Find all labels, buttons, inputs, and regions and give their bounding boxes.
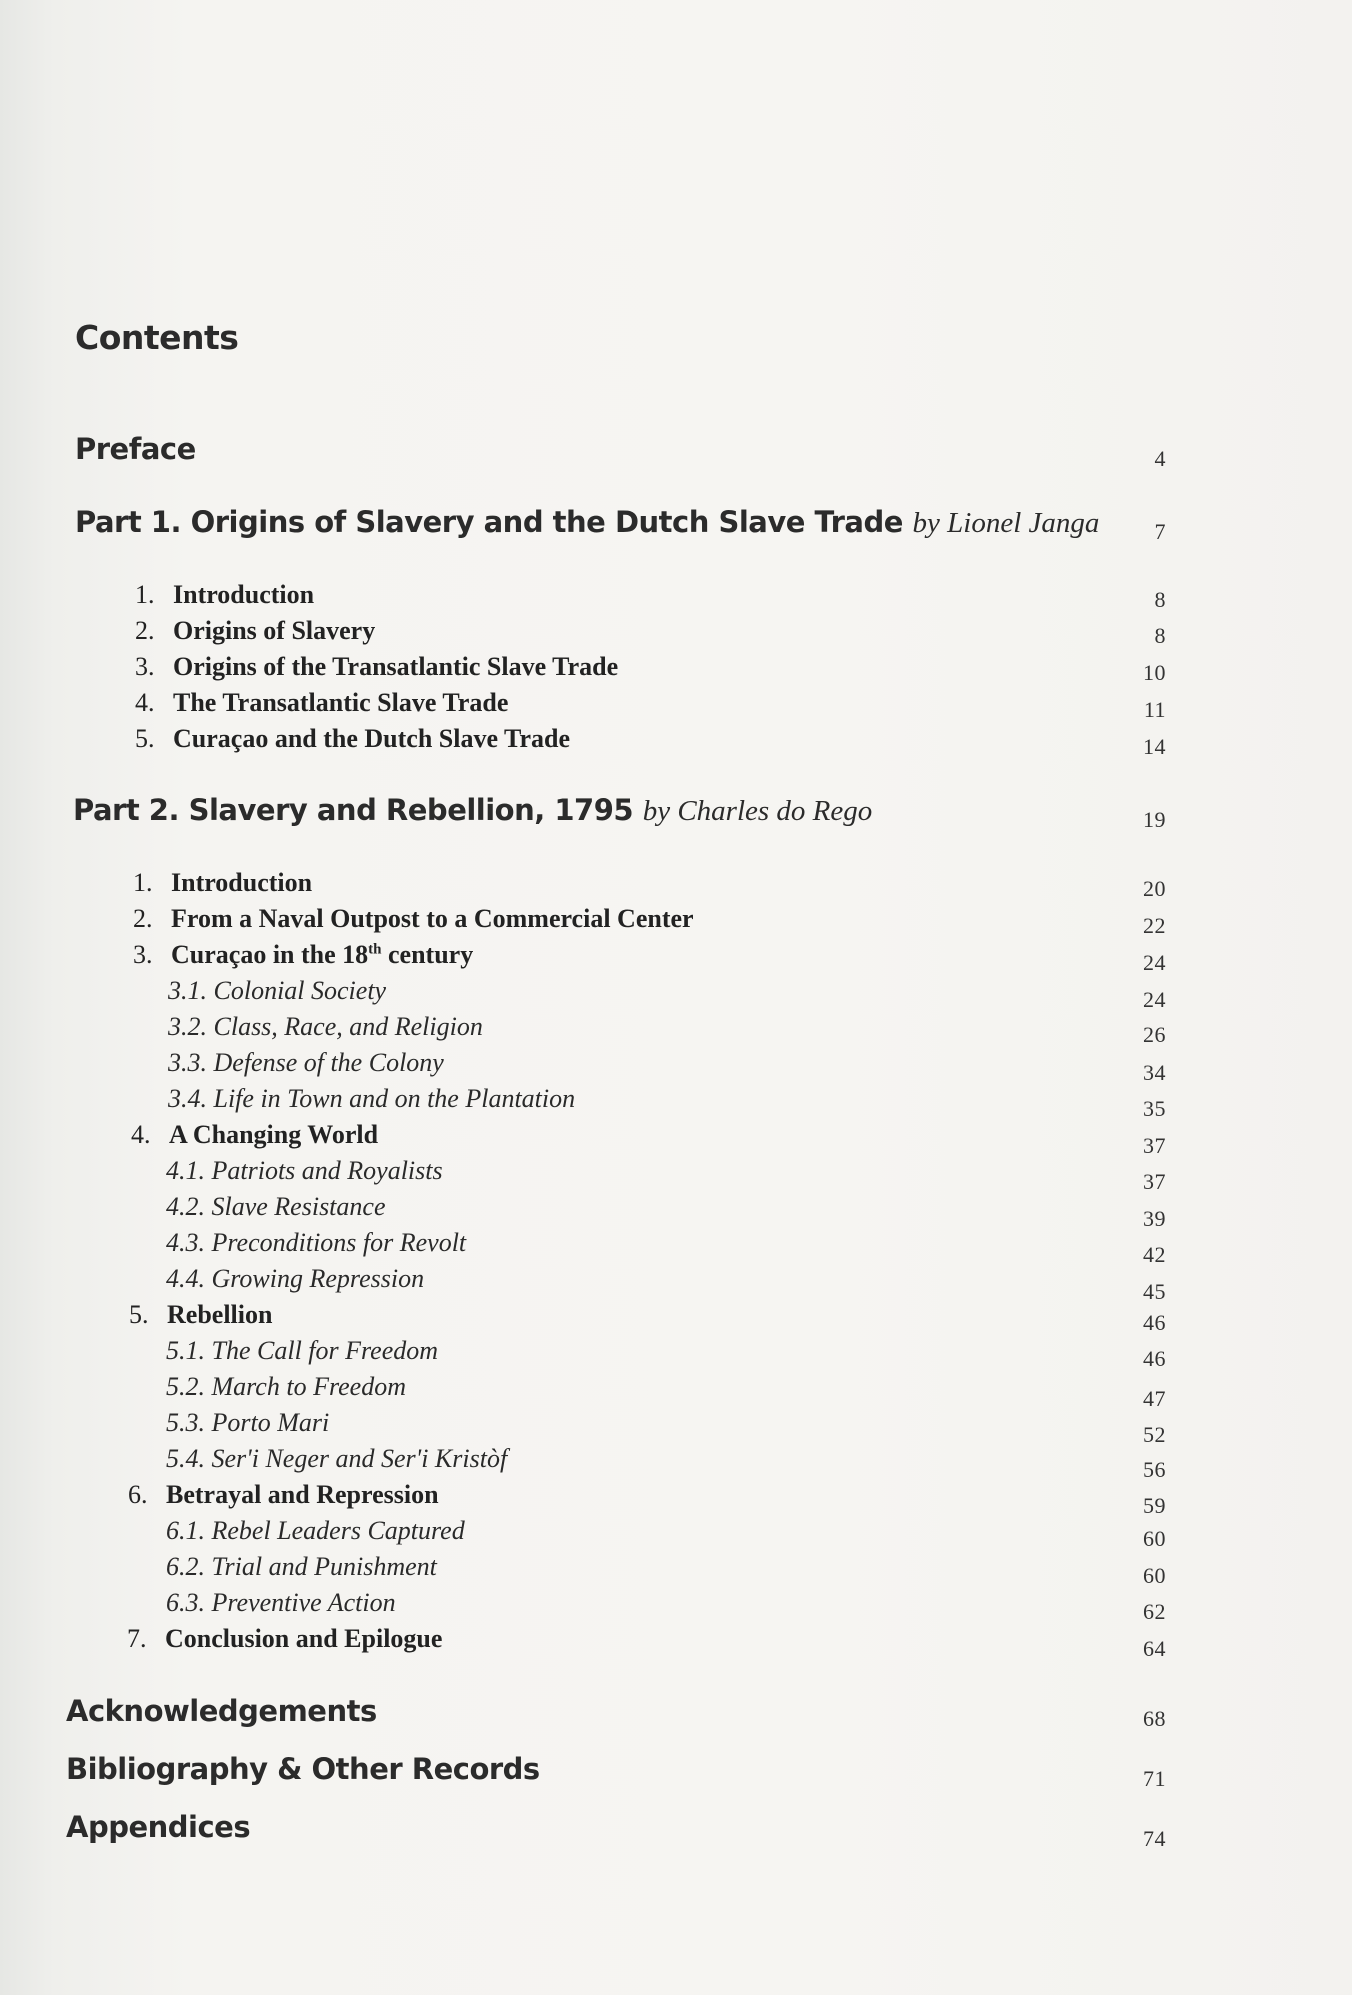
chapter-title: The Transatlantic Slave Trade xyxy=(173,688,509,717)
subsection-title: Slave Resistance xyxy=(211,1192,386,1221)
toc-page-number: 8 xyxy=(1154,623,1166,648)
subsection-number: 6.1. xyxy=(166,1516,205,1545)
subsection-title: Preventive Action xyxy=(211,1588,396,1617)
subsection-title: March to Freedom xyxy=(211,1372,406,1401)
toc-page-number: 71 xyxy=(1143,1766,1166,1791)
toc-page-number: 20 xyxy=(1143,876,1166,901)
toc-entry-label: Bibliography & Other Records xyxy=(66,1752,540,1786)
chapter-number: 3. xyxy=(133,940,153,969)
chapter-title: Curaçao and the Dutch Slave Trade xyxy=(173,724,570,753)
chapter-number: 4. xyxy=(131,1120,151,1149)
ordinal-suffix: th xyxy=(368,941,382,958)
subsection-number: 3.2. xyxy=(168,1012,207,1041)
subsection-number: 3.1. xyxy=(168,976,207,1005)
toc-page-number: 60 xyxy=(1143,1563,1166,1588)
toc-page-number: 56 xyxy=(1143,1457,1166,1482)
chapter-title: Rebellion xyxy=(167,1300,273,1329)
chapter-title: A Changing World xyxy=(169,1120,379,1149)
toc-page-number: 19 xyxy=(1143,807,1166,832)
toc-page-number: 52 xyxy=(1143,1422,1166,1447)
subsection-title: Ser'i Neger and Ser'i Kristòf xyxy=(211,1444,508,1473)
toc-entry-label: Acknowledgements xyxy=(66,1694,377,1728)
toc-page-number: 24 xyxy=(1143,987,1166,1012)
subsection-title: Defense of the Colony xyxy=(213,1048,444,1077)
subsection-title: Preconditions for Revolt xyxy=(211,1228,467,1257)
subsection-number: 4.3. xyxy=(166,1228,205,1257)
chapter-number: 1. xyxy=(135,580,155,609)
toc-page-number: 26 xyxy=(1143,1022,1166,1047)
toc-page-number: 37 xyxy=(1143,1133,1166,1158)
chapter-number: 2. xyxy=(135,616,155,645)
part-author: by Lionel Janga xyxy=(912,507,1100,539)
subsection-number: 5.1. xyxy=(166,1336,205,1365)
part-title: Part 2. Slavery and Rebellion, 1795 xyxy=(73,793,634,827)
subsection-title: Rebel Leaders Captured xyxy=(211,1516,465,1545)
subsection-title: Growing Repression xyxy=(211,1264,425,1293)
subsection-title: The Call for Freedom xyxy=(211,1336,439,1365)
subsection-number: 5.4. xyxy=(166,1444,205,1473)
chapter-number: 7. xyxy=(127,1624,147,1653)
toc-page-number: 22 xyxy=(1143,913,1166,938)
subsection-number: 4.4. xyxy=(166,1264,205,1293)
chapter-number: 3. xyxy=(135,652,155,681)
chapter-number: 6. xyxy=(128,1480,148,1509)
subsection-number: 6.3. xyxy=(166,1588,205,1617)
toc-page-number: 4 xyxy=(1154,446,1166,471)
toc-page-number: 60 xyxy=(1143,1526,1166,1551)
chapter-number: 5. xyxy=(129,1300,149,1329)
subsection-title: Life in Town and on the Plantation xyxy=(213,1084,576,1113)
chapter-title: Origins of Slavery xyxy=(173,616,376,645)
toc-page-number: 34 xyxy=(1143,1060,1166,1085)
subsection-number: 6.2. xyxy=(166,1552,205,1581)
page-title: Contents xyxy=(75,318,239,357)
subsection-title: Patriots and Royalists xyxy=(211,1156,443,1185)
toc-page-number: 62 xyxy=(1143,1599,1166,1624)
chapter-title: Conclusion and Epilogue xyxy=(165,1624,443,1653)
chapter-number: 2. xyxy=(133,904,153,933)
chapter-title: Origins of the Transatlantic Slave Trade xyxy=(173,652,619,681)
toc-entry-label: Preface xyxy=(75,432,196,466)
toc-page-number: 39 xyxy=(1143,1206,1166,1231)
toc-entry-label: Appendices xyxy=(66,1810,251,1844)
part-title: Part 1. Origins of Slavery and the Dutch Slave Trade xyxy=(75,505,903,539)
toc-page-number: 45 xyxy=(1143,1279,1166,1304)
toc-page-number: 7 xyxy=(1154,519,1166,544)
subsection-title: Trial and Punishment xyxy=(211,1552,437,1581)
subsection-number: 5.2. xyxy=(166,1372,205,1401)
toc-page-number: 64 xyxy=(1143,1636,1166,1661)
subsection-number: 5.3. xyxy=(166,1408,205,1437)
toc-page-number: 11 xyxy=(1143,697,1166,722)
subsection-title: Class, Race, and Religion xyxy=(213,1012,483,1041)
toc-page-number: 35 xyxy=(1143,1096,1166,1121)
subsection-number: 3.3. xyxy=(168,1048,207,1077)
toc-page-number: 10 xyxy=(1143,660,1166,685)
toc-page-number: 46 xyxy=(1143,1310,1166,1335)
chapter-title-suffix: century xyxy=(381,940,474,969)
chapter-number: 1. xyxy=(133,868,153,897)
subsection-title: Porto Mari xyxy=(211,1408,330,1437)
toc-page-number: 47 xyxy=(1143,1386,1166,1411)
toc-page-number: 74 xyxy=(1143,1826,1166,1851)
subsection-title: Colonial Society xyxy=(213,976,387,1005)
chapter-number: 5. xyxy=(135,724,155,753)
chapter-title: Introduction xyxy=(173,580,315,609)
toc-page-number: 46 xyxy=(1143,1346,1166,1371)
subsection-number: 4.1. xyxy=(166,1156,205,1185)
toc-page-number: 68 xyxy=(1143,1706,1166,1731)
toc-page-number: 24 xyxy=(1143,950,1166,975)
subsection-number: 3.4. xyxy=(168,1084,207,1113)
toc-page-number: 42 xyxy=(1143,1242,1166,1267)
toc-page-number: 37 xyxy=(1143,1169,1166,1194)
toc-page-number: 14 xyxy=(1143,734,1166,759)
toc-page-number: 8 xyxy=(1154,587,1166,612)
toc-page-number: 59 xyxy=(1143,1493,1166,1518)
part-author: by Charles do Rego xyxy=(642,795,873,827)
chapter-title: From a Naval Outpost to a Commercial Center xyxy=(171,904,694,933)
subsection-number: 4.2. xyxy=(166,1192,205,1221)
chapter-title: Curaçao in the 18 xyxy=(171,940,369,969)
chapter-title: Betrayal and Repression xyxy=(166,1480,439,1509)
chapter-title: Introduction xyxy=(171,868,313,897)
chapter-number: 4. xyxy=(135,688,155,717)
